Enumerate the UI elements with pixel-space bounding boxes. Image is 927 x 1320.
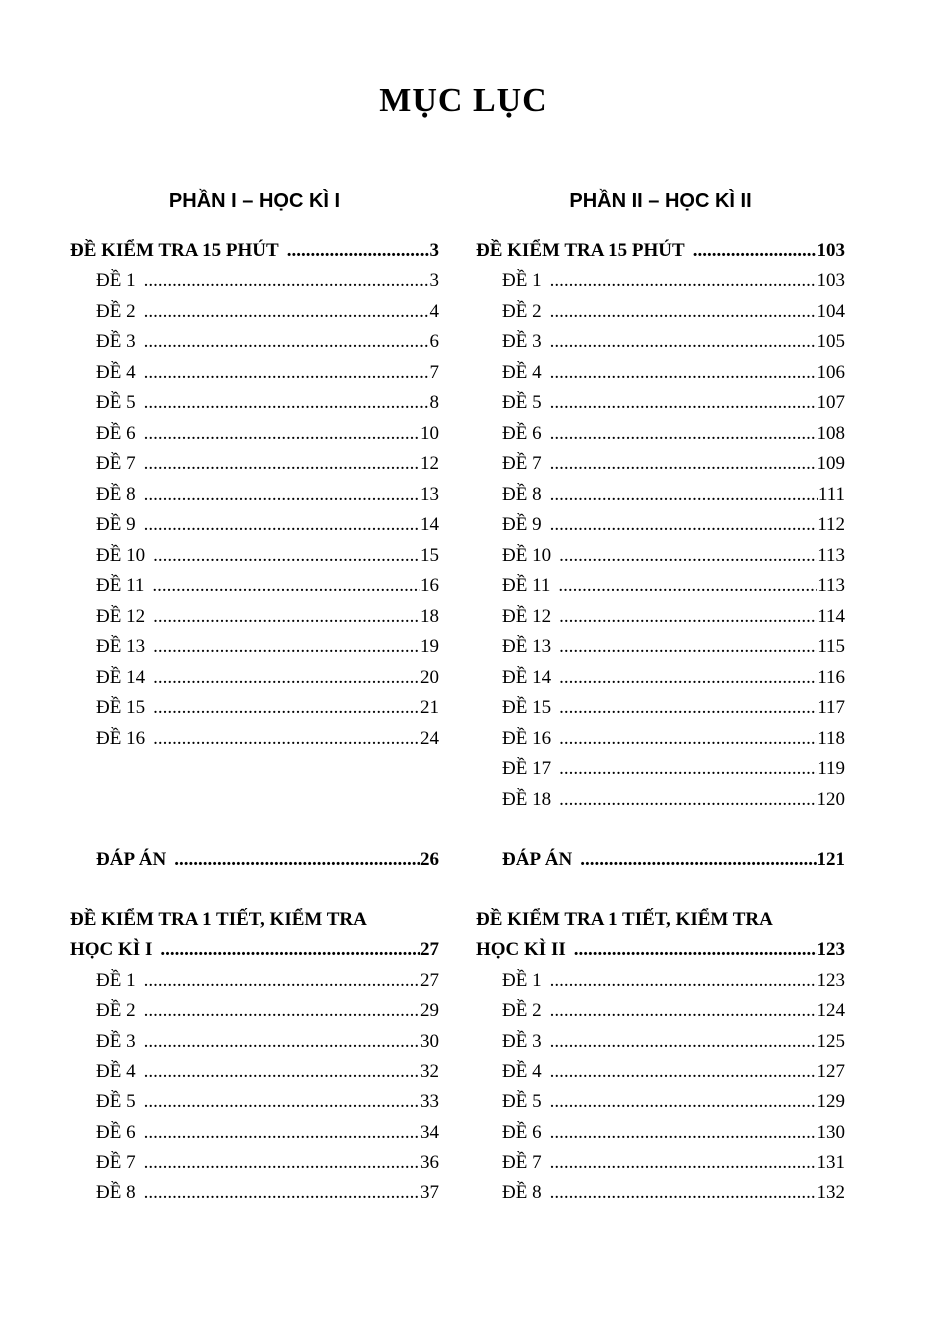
toc-entry-label: ĐỀ 5 (96, 1091, 136, 1113)
dot-leader (550, 449, 817, 479)
toc-entry-page: 15 (420, 544, 439, 566)
toc-entry-page: 18 (420, 605, 439, 627)
part-title: PHẦN II – HỌC KÌ II (569, 190, 752, 212)
toc-entry-label: ĐỀ 4 (96, 1060, 136, 1082)
dot-leader (574, 935, 817, 965)
toc-entry[interactable] (96, 449, 439, 479)
dot-leader (153, 693, 420, 723)
toc-answers-entry[interactable] (502, 845, 845, 875)
toc-entry-label: ĐỀ 6 (96, 422, 136, 444)
dot-leader (144, 996, 420, 1026)
toc-entry[interactable] (502, 1118, 845, 1148)
toc-entry[interactable] (96, 1057, 439, 1087)
toc-entry-page: 113 (817, 575, 845, 596)
toc-entry-label: ĐỀ 16 (96, 727, 146, 749)
toc-entry-label: ĐỀ 6 (502, 1121, 542, 1143)
dot-leader (550, 480, 818, 510)
toc-entry-label: ĐỀ 2 (502, 300, 542, 322)
toc-entry-page: 104 (816, 300, 845, 322)
dot-leader (550, 510, 818, 540)
toc-entry[interactable] (502, 966, 845, 996)
toc-entry-page: 29 (420, 1000, 439, 1022)
toc-entry-label: ĐỀ 16 (502, 727, 552, 749)
toc-entry-label: ĐỀ 13 (502, 636, 552, 657)
toc-entry-page: 36 (420, 1151, 439, 1173)
toc-entry[interactable] (502, 358, 845, 388)
toc-entry-page: 114 (817, 605, 845, 627)
toc-entry-label: HỌC KÌ I (70, 939, 153, 960)
dot-leader (144, 510, 420, 540)
toc-entry-label: ĐỀ 4 (502, 1060, 542, 1082)
toc-entry[interactable] (96, 388, 439, 418)
dot-leader (174, 845, 420, 875)
toc-entry-page: 118 (817, 727, 845, 749)
toc-entry[interactable] (502, 541, 845, 571)
toc-entry[interactable] (502, 419, 845, 449)
toc-entry-label: ĐỀ 4 (96, 361, 136, 383)
toc-entry-page: 3 (429, 270, 439, 291)
toc-entry[interactable] (96, 358, 439, 388)
toc-entry[interactable] (96, 966, 439, 996)
toc-entry-page: 106 (816, 361, 845, 383)
toc-entry-label: ĐỀ 12 (502, 605, 552, 627)
dot-leader (152, 571, 420, 601)
toc-entry[interactable] (96, 571, 439, 601)
dot-leader (144, 1027, 420, 1057)
toc-answers-entry[interactable] (96, 845, 439, 875)
toc-entry-label: ĐỀ 10 (502, 544, 552, 566)
toc-entry-page: 24 (420, 727, 439, 749)
dot-leader (550, 327, 817, 357)
dot-leader (550, 966, 817, 996)
dot-leader (550, 1178, 817, 1208)
toc-entry-label: ĐÁP ÁN (502, 849, 573, 870)
toc-entry-page: 113 (817, 544, 845, 566)
toc-entry[interactable] (502, 571, 845, 601)
toc-entry[interactable] (502, 1178, 845, 1208)
toc-section-heading[interactable] (70, 935, 439, 965)
toc-section-heading-line1: ĐỀ KIỂM TRA 1 TIẾT, KIỂM TRA (70, 909, 367, 930)
toc-entry[interactable] (96, 266, 439, 296)
toc-entry-label: ĐỀ 3 (502, 1030, 542, 1052)
toc-entry-page: 33 (420, 1091, 439, 1113)
dot-leader (558, 571, 817, 601)
toc-entry-label: ĐỀ 8 (502, 483, 542, 505)
dot-leader (144, 419, 420, 449)
toc-entry-page: 123 (816, 970, 845, 991)
dot-leader (144, 388, 430, 418)
dot-leader (160, 935, 420, 965)
toc-entry[interactable] (502, 693, 845, 723)
toc-entry-page: 119 (817, 758, 845, 779)
toc-entry-page: 20 (420, 666, 439, 688)
toc-entry-label: ĐỀ 1 (96, 270, 136, 291)
toc-entry-label: ĐỀ 8 (96, 1182, 136, 1204)
toc-entry-page: 129 (816, 1091, 845, 1113)
toc-entry-page: 10 (420, 422, 439, 444)
toc-entry[interactable] (96, 996, 439, 1026)
toc-entry[interactable] (502, 754, 845, 784)
toc-entry-page: 14 (420, 514, 439, 535)
dot-leader (559, 632, 817, 662)
dot-leader (559, 754, 817, 784)
toc-entry-label: ĐỀ 6 (502, 422, 542, 444)
dot-leader (550, 1087, 817, 1117)
toc-entry-page: 27 (420, 939, 439, 960)
toc-entry[interactable] (502, 1148, 845, 1178)
toc-entry[interactable] (96, 632, 439, 662)
toc-entry-page: 19 (420, 636, 439, 657)
toc-entry-label: ĐỀ 13 (96, 636, 146, 657)
toc-entry-label: ĐỀ 1 (502, 270, 542, 291)
toc-entry[interactable] (502, 388, 845, 418)
dot-leader (144, 297, 430, 327)
dot-leader (559, 724, 817, 754)
toc-entry-page: 6 (429, 331, 439, 352)
toc-entry[interactable] (96, 297, 439, 327)
toc-entry[interactable] (502, 663, 845, 693)
toc-entry-label: ĐỀ 10 (96, 544, 146, 566)
toc-entry-page: 16 (420, 575, 439, 596)
toc-entry-page: 13 (420, 483, 439, 505)
toc-entry-label: ĐỀ 9 (502, 514, 542, 535)
dot-leader (693, 236, 817, 266)
toc-entry-label: ĐỀ 12 (96, 605, 146, 627)
toc-entry-page: 30 (420, 1030, 439, 1052)
dot-leader (550, 1118, 817, 1148)
toc-entry-page: 132 (816, 1182, 845, 1204)
toc-entry[interactable] (96, 327, 439, 357)
toc-entry-label: ĐỀ 11 (502, 575, 551, 596)
toc-entry-label: ĐỀ 4 (502, 361, 542, 383)
dot-leader (144, 1148, 420, 1178)
toc-entry[interactable] (96, 1148, 439, 1178)
toc-entry-page: 12 (420, 453, 439, 474)
toc-entry[interactable] (96, 1027, 439, 1057)
toc-entry-page: 121 (816, 849, 845, 870)
toc-entry[interactable] (502, 510, 845, 540)
dot-leader (559, 602, 817, 632)
toc-entry-page: 34 (420, 1121, 439, 1143)
toc-entry-label: ĐỀ 5 (502, 1091, 542, 1113)
toc-entry-page: 26 (420, 849, 439, 870)
toc-entry-page: 109 (816, 453, 845, 474)
dot-leader (144, 266, 430, 296)
toc-entry-label: ĐỀ 5 (96, 392, 136, 413)
toc-entry-label: ĐỀ 3 (96, 331, 136, 352)
toc-entry-label: ĐỀ 9 (96, 514, 136, 535)
toc-entry[interactable] (96, 541, 439, 571)
toc-entry-page: 21 (420, 697, 439, 718)
toc-section-heading[interactable] (476, 935, 845, 965)
toc-entry-page: 125 (816, 1030, 845, 1052)
toc-entry-page: 8 (429, 392, 439, 413)
toc-entry-page: 116 (817, 666, 845, 688)
toc-entry[interactable] (502, 449, 845, 479)
dot-leader (559, 663, 817, 693)
toc-entry-page: 32 (420, 1060, 439, 1082)
dot-leader (550, 1148, 817, 1178)
toc-entry[interactable] (502, 724, 845, 754)
toc-entry-page: 107 (816, 392, 845, 413)
dot-leader (550, 1027, 817, 1057)
toc-entry-page: 103 (816, 270, 845, 291)
toc-entry-label: ĐỀ 5 (502, 392, 542, 413)
toc-entry-label: ĐỀ 8 (502, 1182, 542, 1204)
toc-entry[interactable] (96, 510, 439, 540)
toc-entry[interactable] (96, 602, 439, 632)
toc-entry-label: ĐỀ 7 (502, 453, 542, 474)
toc-entry-page: 131 (816, 1151, 845, 1173)
dot-leader (144, 1087, 420, 1117)
dot-leader (153, 663, 420, 693)
dot-leader (153, 724, 420, 754)
toc-entry-label: ĐỀ 8 (96, 483, 136, 505)
toc-entry-page: 117 (817, 697, 845, 718)
toc-entry-label: ĐỀ 7 (96, 1151, 136, 1173)
toc-entry-label: HỌC KÌ II (476, 939, 566, 960)
toc-entry-label: ĐỀ 1 (502, 970, 542, 991)
dot-leader (153, 632, 420, 662)
dot-leader (144, 327, 430, 357)
toc-entry[interactable] (502, 1057, 845, 1087)
toc-entry-label: ĐỀ KIỂM TRA 15 PHÚT (70, 240, 279, 261)
toc-entry[interactable] (502, 632, 845, 662)
toc-entry-page: 130 (816, 1121, 845, 1143)
toc-entry[interactable] (96, 1087, 439, 1117)
toc-entry[interactable] (96, 419, 439, 449)
toc-entry-label: ĐỀ 15 (502, 697, 552, 718)
toc-entry[interactable] (502, 785, 845, 815)
dot-leader (550, 419, 817, 449)
toc-entry-page: 4 (429, 300, 439, 322)
toc-entry-page: 111 (817, 483, 845, 505)
dot-leader (287, 236, 430, 266)
toc-entry-label: ĐỀ 2 (96, 300, 136, 322)
toc-entry-page: 27 (420, 970, 439, 991)
toc-entry-page: 123 (816, 939, 845, 960)
toc-entry[interactable] (96, 1178, 439, 1208)
toc-entry-label: ĐỀ 14 (96, 666, 146, 688)
dot-leader (144, 1118, 420, 1148)
toc-entry-label: ĐỀ 3 (96, 1030, 136, 1052)
toc-entry[interactable] (502, 266, 845, 296)
dot-leader (550, 388, 817, 418)
dot-leader (153, 541, 420, 571)
toc-entry[interactable] (502, 1027, 845, 1057)
toc-entry-label: ĐỀ 14 (502, 666, 552, 688)
dot-leader (550, 266, 817, 296)
toc-entry-label: ĐỀ 18 (502, 788, 552, 810)
toc-section-heading[interactable] (476, 236, 845, 266)
toc-entry[interactable] (96, 480, 439, 510)
toc-entry-page: 37 (420, 1182, 439, 1204)
toc-entry[interactable] (96, 663, 439, 693)
toc-entry-label: ĐỀ 11 (96, 575, 145, 596)
toc-entry-label: ĐỀ 2 (96, 1000, 136, 1022)
toc-entry-label: ĐỀ 3 (502, 331, 542, 352)
toc-entry-page: 112 (817, 514, 845, 535)
toc-entry[interactable] (96, 1118, 439, 1148)
toc-entry[interactable] (502, 297, 845, 327)
toc-entry-page: 127 (816, 1060, 845, 1082)
toc-entry-page: 108 (816, 422, 845, 444)
dot-leader (153, 602, 420, 632)
toc-entry-label: ĐỀ 17 (502, 758, 552, 779)
dot-leader (580, 845, 816, 875)
dot-leader (144, 480, 420, 510)
dot-leader (550, 297, 817, 327)
page-title: MỤC LỤC (379, 82, 548, 119)
toc-entry-label: ĐỀ 15 (96, 697, 146, 718)
toc-entry-page: 103 (816, 240, 845, 261)
toc-entry-page: 120 (816, 788, 845, 810)
toc-entry[interactable] (502, 480, 845, 510)
dot-leader (559, 541, 817, 571)
toc-entry[interactable] (502, 602, 845, 632)
dot-leader (559, 785, 816, 815)
toc-entry-page: 3 (429, 240, 439, 261)
toc-entry-label: ĐỀ KIỂM TRA 15 PHÚT (476, 240, 685, 261)
dot-leader (144, 449, 420, 479)
toc-entry[interactable] (502, 1087, 845, 1117)
toc-entry-label: ĐỀ 2 (502, 1000, 542, 1022)
toc-entry-page: 105 (816, 331, 845, 352)
dot-leader (550, 996, 817, 1026)
dot-leader (144, 1178, 420, 1208)
dot-leader (144, 1057, 420, 1087)
toc-entry[interactable] (96, 724, 439, 754)
toc-section-heading[interactable] (70, 236, 439, 266)
toc-entry-label: ĐỀ 1 (96, 970, 136, 991)
toc-entry[interactable] (502, 996, 845, 1026)
dot-leader (550, 1057, 817, 1087)
toc-entry-page: 124 (816, 1000, 845, 1022)
dot-leader (144, 966, 420, 996)
toc-entry-page: 115 (817, 636, 845, 657)
toc-entry-label: ĐỀ 7 (96, 453, 136, 474)
toc-entry-page: 7 (429, 361, 439, 383)
toc-entry[interactable] (502, 327, 845, 357)
dot-leader (550, 358, 817, 388)
dot-leader (559, 693, 817, 723)
toc-entry[interactable] (96, 693, 439, 723)
toc-entry-label: ĐỀ 6 (96, 1121, 136, 1143)
toc-entry-label: ĐỀ 7 (502, 1151, 542, 1173)
toc-section-heading-line1: ĐỀ KIỂM TRA 1 TIẾT, KIỂM TRA (476, 909, 773, 930)
part-title: PHẦN I – HỌC KÌ I (168, 190, 341, 212)
toc-entry-label: ĐÁP ÁN (96, 849, 167, 870)
dot-leader (144, 358, 430, 388)
